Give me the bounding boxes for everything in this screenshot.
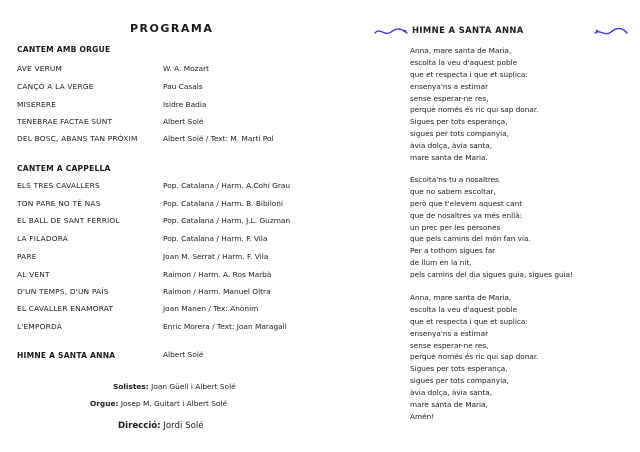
swirl-ornament-right-icon [594,26,628,38]
verse-line: sense esperar-ne res, [410,93,489,103]
orgue-label: Orgue: [90,399,119,408]
verse-line: sigues per tots companyia, [410,129,509,139]
piece-composer: Albert Solé [163,117,204,126]
hymn-page [355,0,640,452]
program-row [0,234,345,246]
hymn-stanza [410,174,573,281]
verse-line: Sigues per tots esperança, [410,117,508,127]
program-row [0,100,345,112]
verse-line: Amén! [410,411,435,421]
piece-title: ELS TRES CAVALLERS [17,181,100,190]
programa-title: PROGRAMA [130,22,214,35]
verse-line: Anna, mare santa de Maria, [410,293,512,302]
verse-line: àvia dolça, àvia santa, [410,388,493,398]
piece-title: TON PARE NO TÉ NAS [17,199,101,208]
verse-line: que pels camins del món fan via. [410,234,531,244]
solistes-label: Solistes: [113,382,149,391]
piece-title: CANÇÓ A LA VERGE [17,82,94,91]
himne-heading: HIMNE A SANTA ANNA [17,351,116,360]
piece-composer: Pop. Catalana / Harm. J.L. Guzman [163,216,291,225]
verse-line: àvia dolça, àvia santa, [410,141,493,151]
verse-line: Anna, mare santa de Maria, [410,46,512,55]
verse-line: perquè només és ric qui sap donar. [410,105,539,115]
program-row [0,117,345,129]
verse-line: que et respecta i que et suplica: [410,69,528,79]
piece-composer: Raimon / Harm. A. Ros Marbà [163,270,272,279]
piece-composer: Albert Solé / Text: M. Martí Pol [163,134,274,143]
verse-line: un prec per les persones [410,222,501,232]
program-row [0,304,345,316]
orgue-value: Josep M. Guitart i Albert Solé [120,399,228,408]
piece-title: LA FILADORA [17,234,69,243]
program-row [0,134,345,146]
hymn-title: HIMNE A SANTA ANNA [412,25,524,35]
program-row [0,199,345,211]
solistes-value: Joan Güell i Albert Solé [151,382,236,391]
verse-line: Sigues per tots esperança, [410,364,508,374]
swirl-ornament-left-icon [374,26,408,38]
piece-composer: Pop. Catalana / Harm. A.Cohí Grau [163,181,291,190]
piece-composer: Joan M. Serrat / Harm. F. Vila [163,252,269,261]
verse-line: sense esperar-ne res, [410,340,489,350]
piece-composer: Raimon / Harm. Manuel Oltra [163,287,271,296]
credit-direccio [118,421,204,431]
piece-title: TENEBRAE FACTAE SUNT [17,117,113,126]
piece-composer: Enric Morera / Text: Joan Maragall [163,322,287,331]
piece-composer: Joan Manen / Tex: Anònim [163,304,259,313]
program-row [0,270,345,282]
program-row [0,82,345,94]
verse-line: Escolta'ns tu a nosaltres [410,175,499,184]
piece-title: L'EMPORDÀ [17,322,63,331]
verse-line: mare santa de Maria, [410,400,488,410]
piece-title: MISERERE [17,100,57,109]
verse-line: mare santa de Maria. [410,153,488,163]
verse-line: de llum en la nit, [410,258,472,268]
credit-solistes [113,382,236,391]
program-row [0,252,345,264]
piece-title: AVE VERUM [17,64,63,73]
section-heading-cappella: CANTEM A CAPPELLA [17,164,111,173]
piece-title: PARE [17,252,37,261]
program-row [0,216,345,228]
hymn-stanza [410,45,539,164]
piece-title: D'UN TEMPS, D'UN PAÍS [17,287,109,296]
piece-composer: Pau Casals [163,82,203,91]
verse-line: Per a tothom sigues far [410,246,496,256]
hymn-header [372,22,632,40]
verse-line: ensenya'ns a estimar [410,328,489,338]
verse-line: però que t'elevem aquest cant [410,198,523,208]
verse-line: que et respecta i que et suplica: [410,316,528,326]
program-row [0,181,345,193]
piece-title: EL CAVALLER ENAMORAT [17,304,114,313]
verse-line: escolta la veu d'aquest poble [410,304,518,314]
piece-composer: W. A. Mozart [163,64,210,73]
verse-line: que de nosaltres va més enllà: [410,210,523,220]
verse-line: perquè només és ric qui sap donar. [410,352,539,362]
program-row [0,64,345,76]
direccio-label: Direcció: [118,421,161,431]
program-row [0,287,345,299]
himne-composer: Albert Solé [163,350,204,359]
verse-line: ensenya'ns a estimar [410,81,489,91]
program-row [0,322,345,334]
piece-title: AL VENT [17,270,50,279]
credit-orgue [90,399,227,408]
piece-composer: Isidre Badia [163,100,207,109]
piece-composer: Pop. Catalana / Harm. F. Vila [163,234,268,243]
piece-title: EL BALL DE SANT FERRIOL [17,216,120,225]
piece-title: DEL BOSC, ABANS TAN PRÒXIM [17,134,138,143]
verse-line: sigues per tots companyia, [410,376,509,386]
section-heading-orgue: CANTEM AMB ORGUE [17,45,111,54]
direccio-value: Jordi Solé [163,421,204,431]
piece-composer: Pop. Catalana / Harm. B. Bibiloni [163,199,284,208]
verse-line: escolta la veu d'aquest poble [410,57,518,67]
verse-line: pels camins del dia sigues guia, sigues guia! [410,270,574,280]
hymn-stanza [410,292,539,423]
verse-line: que no sabem escoltar, [410,186,496,196]
